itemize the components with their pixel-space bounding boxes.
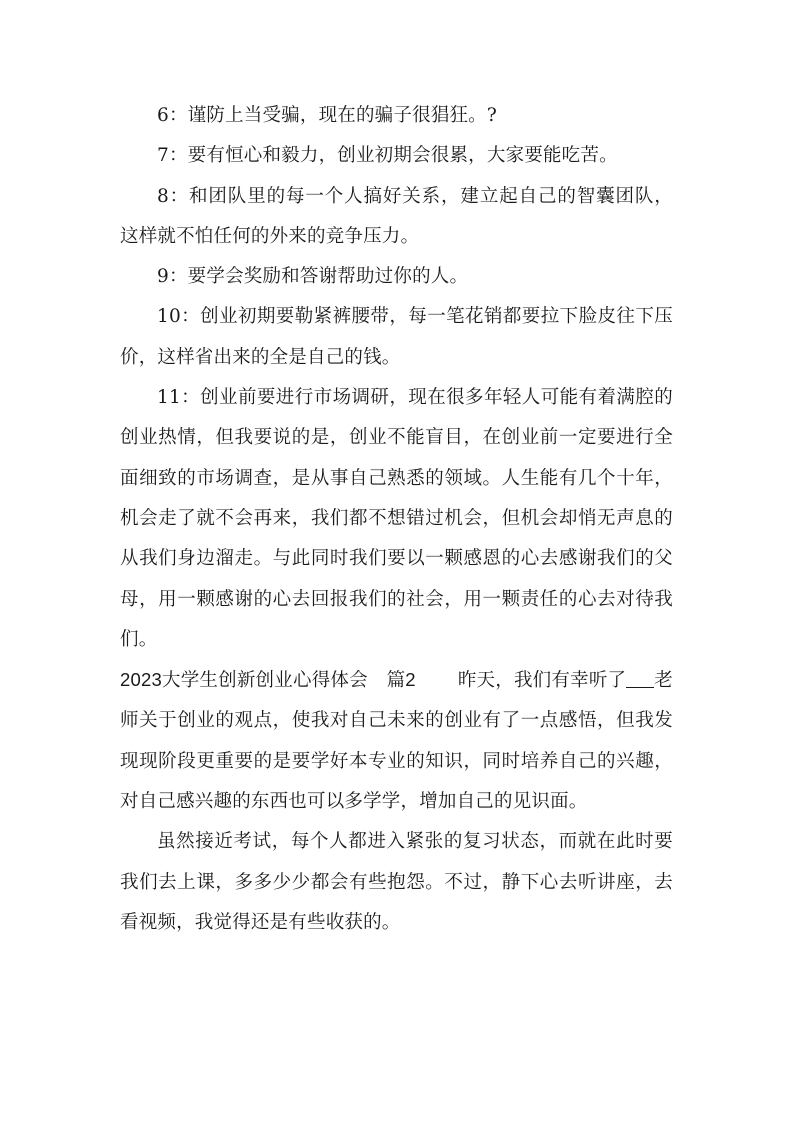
- section-2-paragraph: 虽然接近考试，每个人都进入紧张的复习状态，而就在此时要我们去上课，多多少少都会有些抱怨。不过，静下心去听讲座，去看视频，我觉得还是有些收获的。: [120, 831, 673, 933]
- paragraph-item-11: 11：创业前要进行市场调研，现在很多年轻人可能有着满腔的创业热情，但我要说的是，创业不能盲目，在创业前一定要进行全面细致的市场调查，是从事自己熟悉的领域。人生能有几个十年，机会走了就不会再来，我们都不想错过机会，但机会却悄无声息的从我们身边溜走。与此同时我们要以一颗感恩的心去感谢我们的父母，用一颗感谢的心去回报我们的社会，用一颗责任的心去对待我们。: [120, 387, 673, 650]
- paragraph-item-8: 8：和团队里的每一个人搞好关系，建立起自己的智囊团队，这样就不怕任何的外来的竞争压力。: [120, 185, 673, 247]
- section-heading: 2023大学生创新创业心得体会 篇2: [120, 669, 416, 691]
- intro-text-after-blank: 老师关于创业的观点，使我对自己未来的创业有了一点感悟，但我发现现阶段更重要的是要学好本专业的知识，同时培养自己的兴趣，对自己感兴趣的东西也可以多学学，增加自己的见识面。: [120, 670, 673, 813]
- paragraph-item-9: 9：要学会奖励和答谢帮助过你的人。: [157, 266, 469, 288]
- section-2-intro: [120, 660, 673, 822]
- paragraph-item-6: 6：谨防上当受骗，现在的骗子很猖狂。?: [157, 105, 497, 126]
- paragraph-item-10: 10：创业初期要勒紧裤腰带，每一笔花销都要拉下脸皮往下压价，这样省出来的全是自己的钱。: [120, 306, 673, 368]
- fill-in-blank: [626, 669, 654, 688]
- document-body: [120, 96, 673, 943]
- intro-text-before-blank: 昨天，我们有幸听了: [457, 670, 627, 692]
- paragraph-item-7: 7：要有恒心和毅力，创业初期会很累，大家要能吃苦。: [157, 145, 618, 167]
